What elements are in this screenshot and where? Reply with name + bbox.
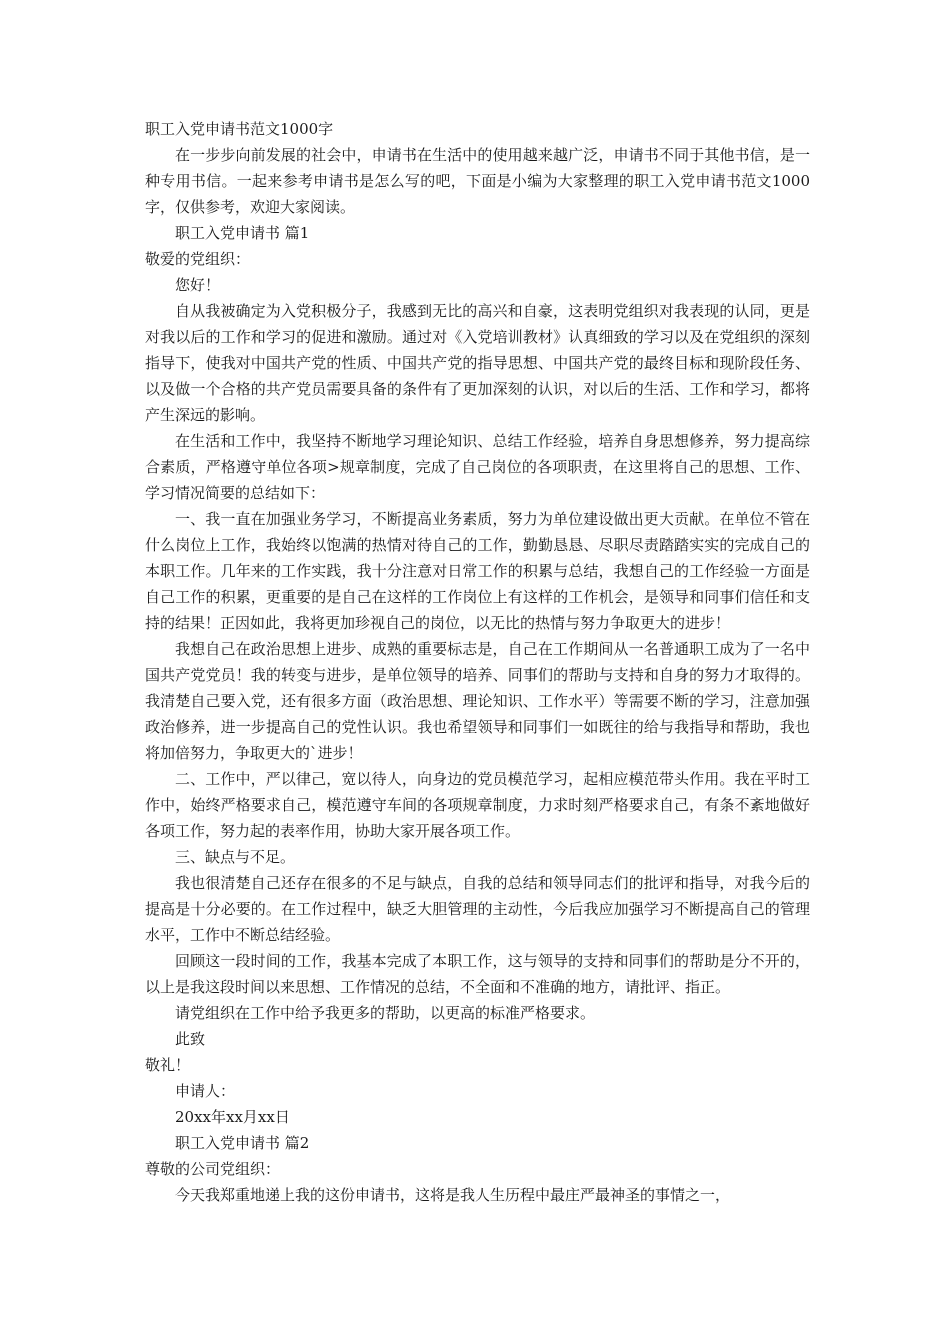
- body-paragraph: 一、我一直在加强业务学习，不断提高业务素质，努力为单位建设做出更大贡献。在单位不管在什么岗位上工作，我始终以饱满的热情对待自己的工作，勤勤恳恳、尽职尽责踏踏实实的完成自己的本职工作。几年来的工作实践，我十分注意对日常工作的积累与总结，我想自己的工作经验一方面是自己工作的积累，更重要的是自己在这样的工作岗位上有这样的工作机会，是领导和同事们信任和支持的结果！正因如此，我将更加珍视自己的岗位，以无比的热情与努力争取更大的进步！: [145, 510, 810, 632]
- closing-cizhi: 此致: [175, 1030, 206, 1048]
- body-paragraph: 三、缺点与不足。: [175, 848, 296, 866]
- signature-date: 20xx年xx月xx日: [175, 1108, 290, 1126]
- section1-greeting: 您好！: [175, 276, 221, 294]
- body-paragraph: 我想自己在政治思想上进步、成熟的重要标志是，自己在工作期间从一名普通职工成为了一名中国共产党党员！我的转变与进步，是单位领导的培养、同事们的帮助与支持和自身的努力才取得的。我清楚自己要入党，还有很多方面（政治思想、理论知识、工作水平）等需要不断的学习，注意加强政治修养，进一步提高自己的党性认识。我也希望领导和同事们一如既往的给与我指导和帮助，我也将加倍努力，争取更大的`进步！: [145, 640, 810, 762]
- body-paragraph: 请党组织在工作中给予我更多的帮助，以更高的标准严格要求。: [175, 1004, 596, 1022]
- intro-paragraph: 在一步步向前发展的社会中，申请书在生活中的使用越来越广泛，申请书不同于其他书信，是一种专用书信。一起来参考申请书是怎么写的吧，下面是小编为大家整理的职工入党申请书范文1000字，仅供参考，欢迎大家阅读。: [145, 146, 810, 216]
- section1-heading: 职工入党申请书 篇1: [175, 224, 310, 242]
- applicant-label: 申请人：: [175, 1082, 236, 1100]
- section2-first-line: 今天我郑重地递上我的这份申请书，这将是我人生历程中最庄严最神圣的事情之一，: [175, 1186, 731, 1204]
- document-title: 职工入党申请书范文1000字: [145, 120, 334, 138]
- body-paragraph: 在生活和工作中，我坚持不断地学习理论知识、总结工作经验，培养自身思想修养，努力提高综合素质，严格遵守单位各项>规章制度，完成了自己岗位的各项职责，在这里将自己的思想、工作、学习情况简要的总结如下：: [145, 432, 810, 502]
- body-paragraph: 自从我被确定为入党积极分子，我感到无比的高兴和自豪，这表明党组织对我表现的认同，更是对我以后的工作和学习的促进和激励。通过对《入党培训教材》认真细致的学习以及在党组织的深刻指导下，使我对中国共产党的性质、中国共产党的指导思想、中国共产党的最终目标和现阶段任务、以及做一个合格的共产党员需要具备的条件有了更加深刻的认识，对以后的生活、工作和学习，都将产生深远的影响。: [145, 302, 810, 424]
- body-paragraph: 二、工作中，严以律己，宽以待人，向身边的党员模范学习，起相应模范带头作用。我在平时工作中，始终严格要求自己，模范遵守车间的各项规章制度，力求时刻严格要求自己，有条不紊地做好各项工作，努力起的表率作用，协助大家开展各项工作。: [145, 770, 810, 840]
- body-paragraph: 我也很清楚自己还存在很多的不足与缺点，自我的总结和领导同志们的批评和指导，对我今后的提高是十分必要的。在工作过程中，缺乏大胆管理的主动性，今后我应加强学习不断提高自己的管理水平，工作中不断总结经验。: [145, 874, 810, 944]
- section2-heading: 职工入党申请书 篇2: [175, 1134, 310, 1152]
- section2-salutation: 尊敬的公司党组织：: [145, 1160, 281, 1178]
- document-page: [145, 116, 810, 1208]
- closing-jingli: 敬礼！: [145, 1056, 191, 1074]
- section1-salutation: 敬爱的党组织：: [145, 250, 251, 268]
- body-paragraph: 回顾这一段时间的工作，我基本完成了本职工作，这与领导的支持和同事们的帮助是分不开的，以上是我这段时间以来思想、工作情况的总结，不全面和不准确的地方，请批评、指正。: [145, 952, 810, 996]
